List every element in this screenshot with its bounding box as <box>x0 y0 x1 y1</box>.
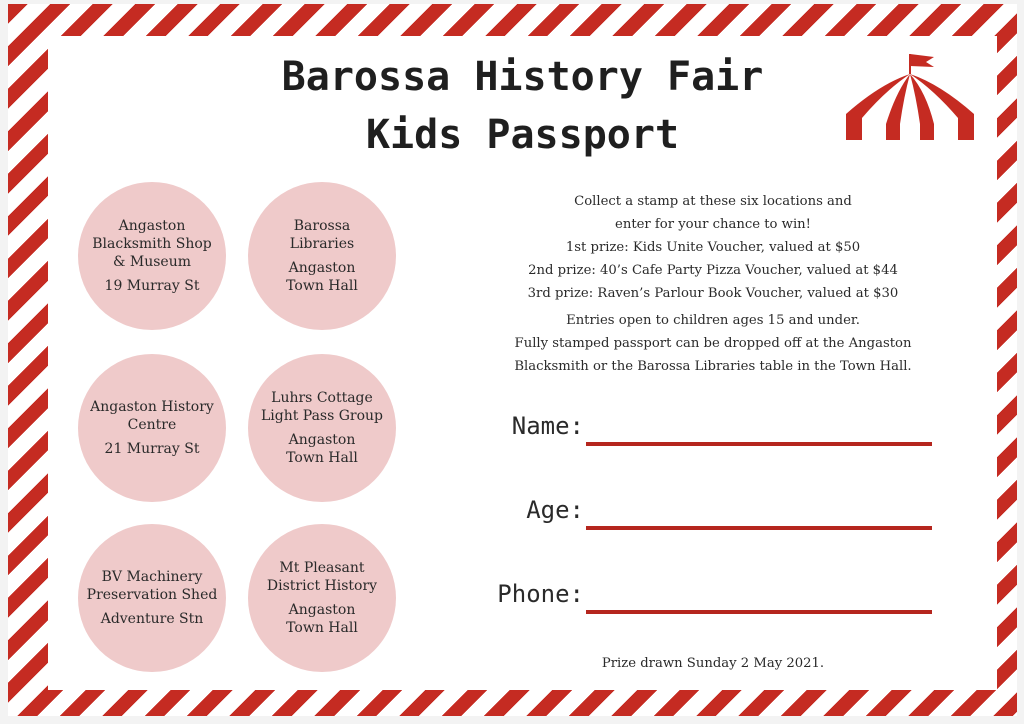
location-name: Barossa Libraries <box>289 218 355 252</box>
dropoff-note: Blacksmith or the Barossa Libraries table in the Town Hall. <box>514 359 912 374</box>
instructions-line: enter for your chance to win! <box>615 217 811 232</box>
location-circle-luhrs-cottage <box>248 354 396 502</box>
phone-field[interactable] <box>586 610 932 614</box>
location-circle-mt-pleasant <box>248 524 396 672</box>
location-name: Mt Pleasant District History <box>266 560 378 594</box>
location-address: Angaston Town Hall <box>286 260 358 294</box>
location-name: Luhrs Cottage Light Pass Group <box>260 390 384 424</box>
location-address: Angaston Town Hall <box>286 432 358 466</box>
striped-border <box>8 4 1017 716</box>
location-name: Angaston History Centre <box>90 399 214 433</box>
age-label: Age: <box>526 496 584 524</box>
instructions-line: Collect a stamp at these six locations and <box>574 194 852 209</box>
page-title: Barossa History Fair <box>281 54 764 100</box>
location-address: Angaston Town Hall <box>286 602 358 636</box>
eligibility-note: Entries open to children ages 15 and under. <box>566 313 860 328</box>
page-subtitle: Kids Passport <box>365 112 680 158</box>
prize-draw-date: Prize drawn Sunday 2 May 2021. <box>601 656 825 671</box>
location-address: Adventure Stn <box>100 611 204 627</box>
first-prize: 1st prize: Kids Unite Voucher, valued at $50 <box>565 240 861 255</box>
name-label: Name: <box>511 412 584 440</box>
name-field[interactable] <box>586 442 932 446</box>
location-name: Angaston Blacksmith Shop & Museum <box>92 218 212 270</box>
location-address: 19 Murray St <box>104 278 200 294</box>
circus-tent-icon <box>840 44 980 140</box>
location-circle-history-centre <box>78 354 226 502</box>
phone-label: Phone: <box>497 580 584 608</box>
passport-instructions <box>488 190 938 378</box>
dropoff-note: Fully stamped passport can be dropped off at the Angaston <box>514 336 912 351</box>
age-field[interactable] <box>586 526 932 530</box>
location-address: 21 Murray St <box>104 441 200 457</box>
passport-card <box>48 36 997 690</box>
location-circle-libraries <box>248 182 396 330</box>
third-prize: 3rd prize: Raven’s Parlour Book Voucher, valued at $30 <box>527 286 899 301</box>
location-name: BV Machinery Preservation Shed <box>86 569 218 603</box>
location-circle-bv-machinery <box>78 524 226 672</box>
location-circle-blacksmith <box>78 182 226 330</box>
second-prize: 2nd prize: 40’s Cafe Party Pizza Voucher, valued at $44 <box>528 263 898 278</box>
